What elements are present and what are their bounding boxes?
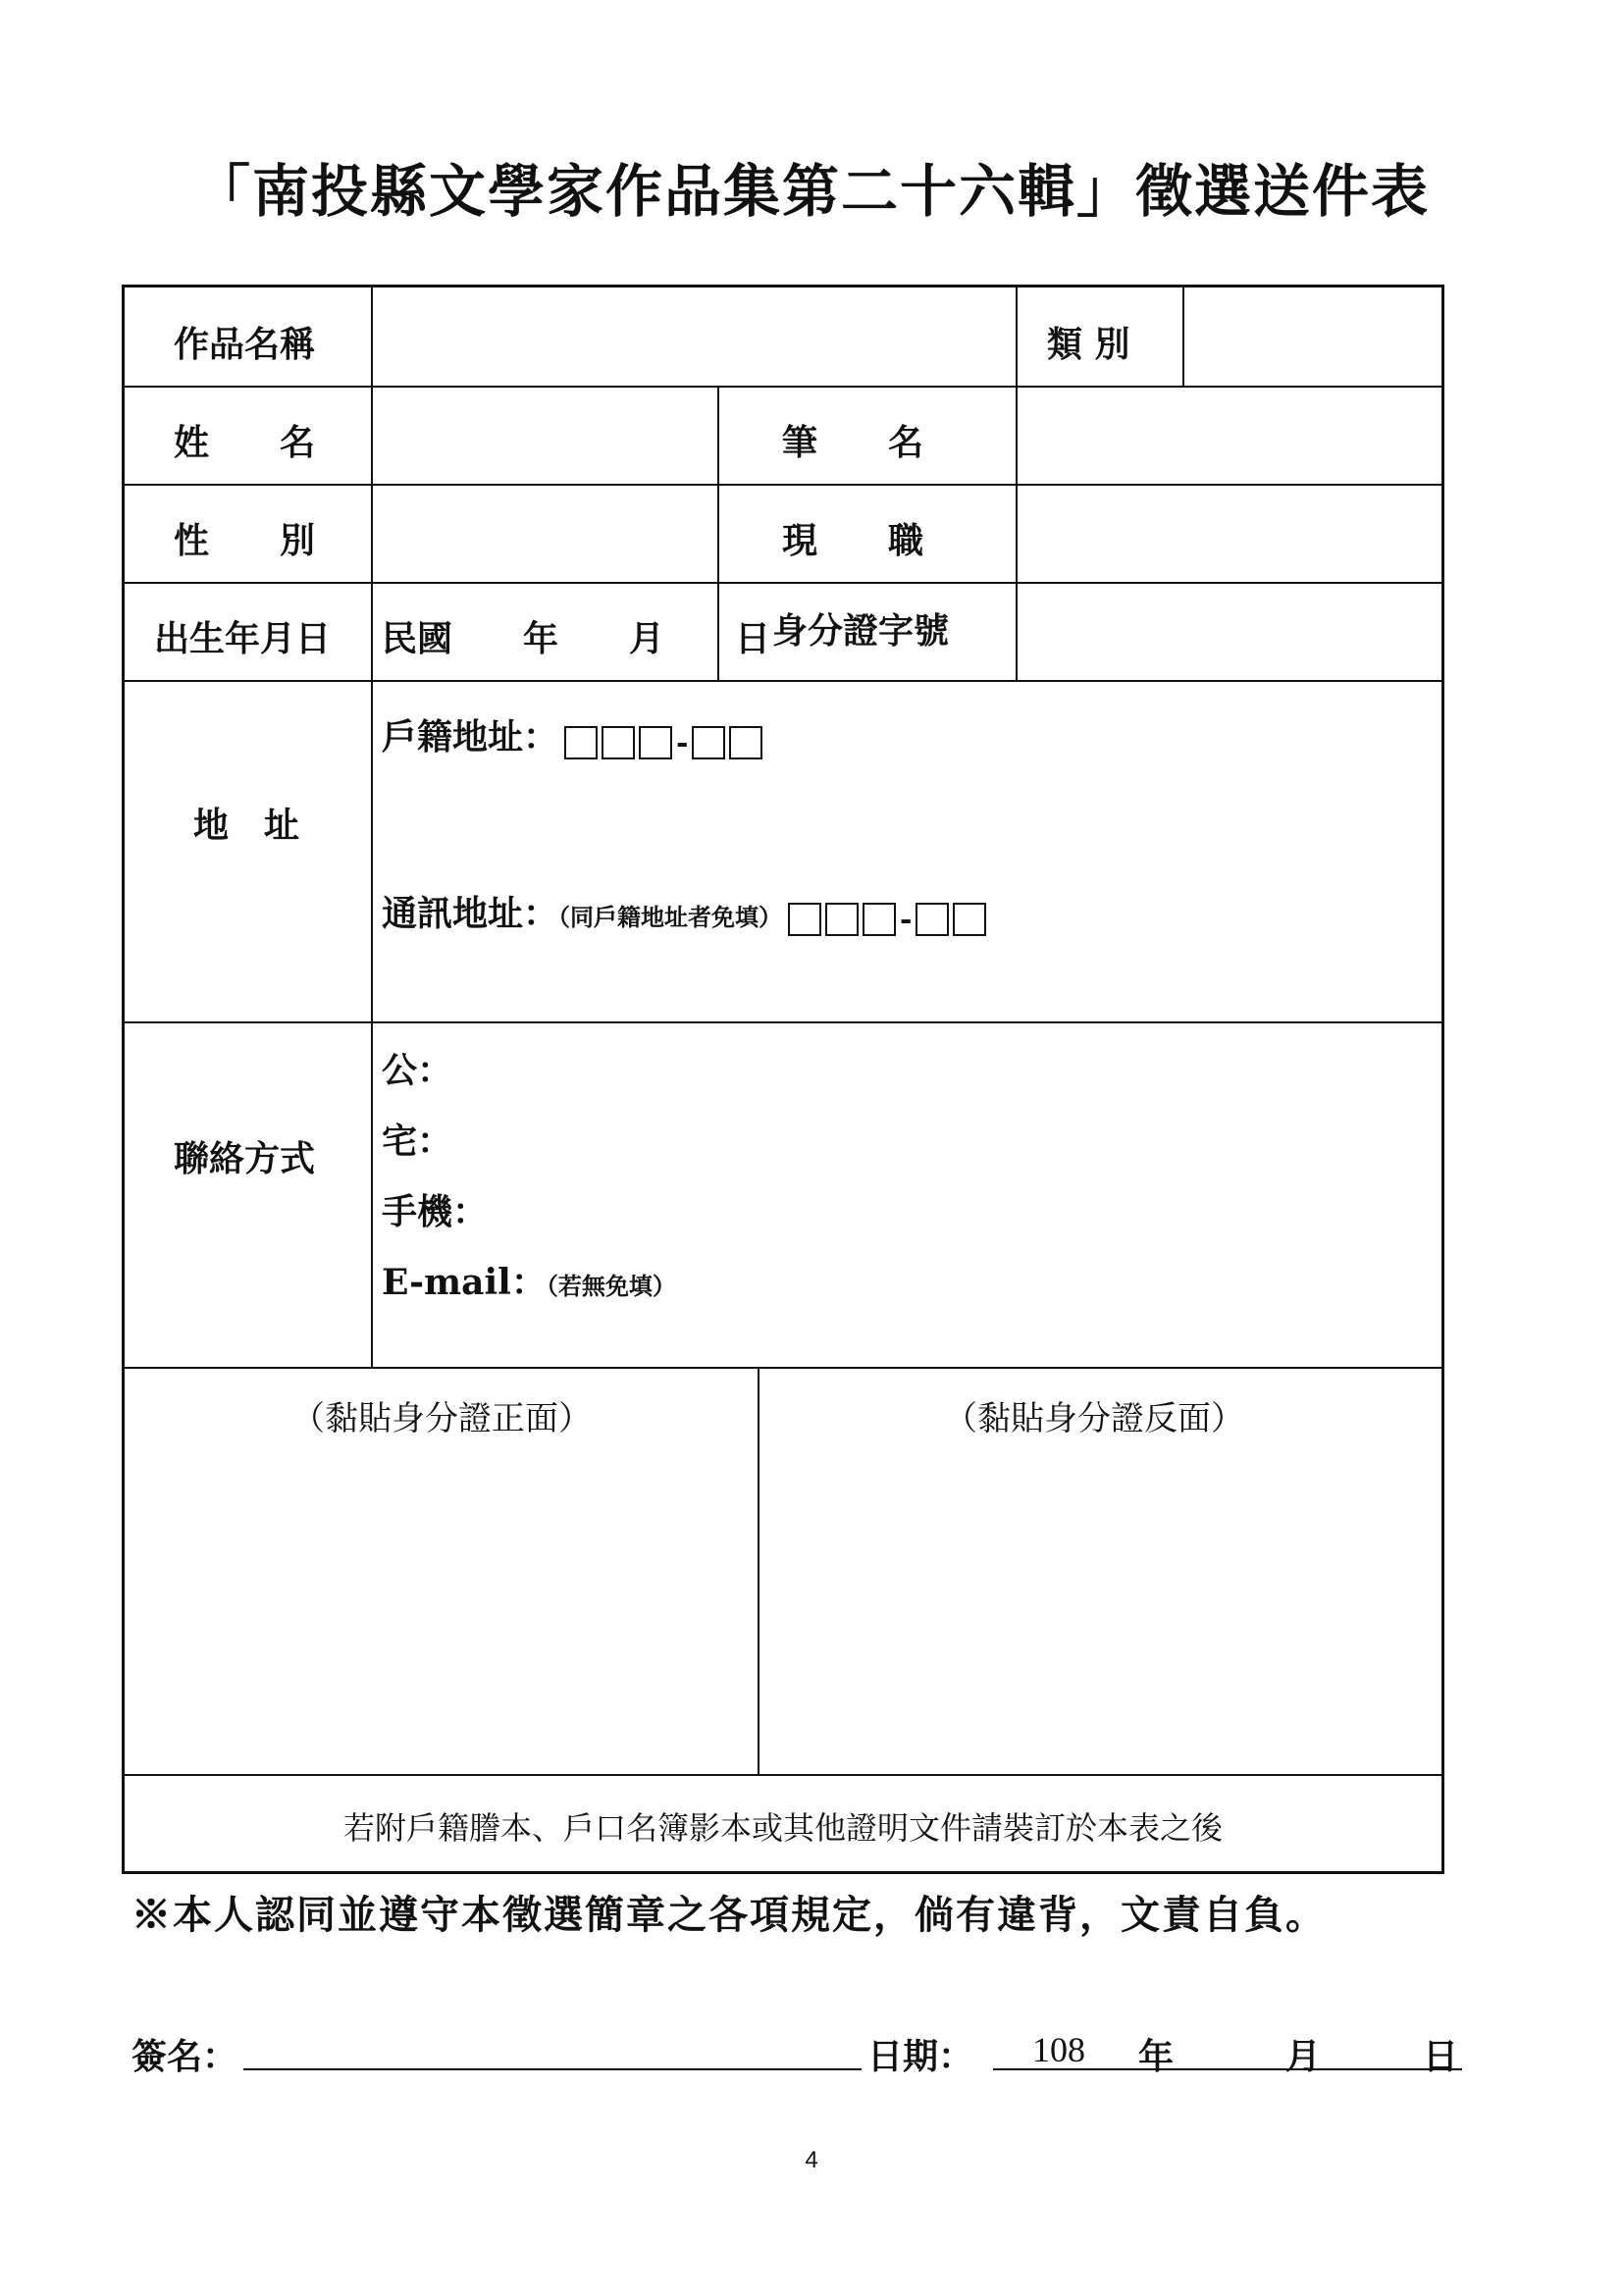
mailing-address-label: 通訊地址： <box>382 893 559 934</box>
signature-line[interactable] <box>243 2068 862 2070</box>
category-field[interactable] <box>1194 307 1430 366</box>
postal-code-boxes[interactable]: - <box>564 719 766 760</box>
submission-form-table <box>122 285 1444 1874</box>
pen-name-label: 筆 名 <box>782 422 924 463</box>
postal-code-boxes[interactable]: - <box>788 896 990 937</box>
category-label: 類 別 <box>1047 324 1130 365</box>
home-phone-label: 宅： <box>382 1121 453 1162</box>
gender-label: 性 別 <box>174 520 316 561</box>
gender-field[interactable] <box>390 503 704 562</box>
row-divider <box>125 1774 1441 1776</box>
occupation-field[interactable] <box>1032 503 1425 562</box>
mobile-label: 手機： <box>382 1191 489 1232</box>
id-front-label: （黏貼身分證正面） <box>291 1399 592 1438</box>
household-address-row[interactable] <box>382 709 766 760</box>
id-back-label: （黏貼身分證反面） <box>944 1399 1244 1438</box>
mailing-address-row[interactable] <box>382 886 990 937</box>
date-year-value: 108 <box>1032 2030 1085 2069</box>
date-day-unit: 日 <box>1423 2036 1459 2077</box>
id-front-paste-area[interactable] <box>129 1371 753 1771</box>
row-divider <box>125 582 1441 584</box>
email-note: （若無免填） <box>546 1272 676 1300</box>
email-label: E-mail： <box>382 1262 547 1303</box>
name-field[interactable] <box>390 405 704 464</box>
address-label: 地 址 <box>193 805 300 846</box>
date-month-unit: 月 <box>1285 2036 1322 2077</box>
form-title: 「南投縣文學家作品集第二十六輯」徵選送件表 <box>192 158 1430 225</box>
col-divider <box>1182 287 1184 386</box>
row-divider <box>125 484 1441 486</box>
attachment-note: 若附戶籍謄本、戶口名簿影本或其他證明文件請裝訂於本表之後 <box>342 1809 1223 1847</box>
date-label: 日期： <box>867 2036 974 2077</box>
id-number-field[interactable] <box>1032 601 1425 660</box>
id-back-paste-area[interactable] <box>762 1371 1438 1771</box>
row-divider <box>125 386 1441 388</box>
id-number-label: 身分證字號 <box>772 610 950 652</box>
date-year-unit: 年 <box>1138 2036 1175 2077</box>
row-divider <box>125 1021 1441 1023</box>
work-name-field[interactable] <box>390 307 998 366</box>
name-label: 姓 名 <box>174 422 316 463</box>
col-divider <box>758 1367 759 1774</box>
contact-label: 聯絡方式 <box>174 1138 316 1179</box>
pen-name-field[interactable] <box>1032 405 1425 464</box>
work-name-label: 作品名稱 <box>174 324 316 365</box>
row-divider <box>125 680 1441 682</box>
office-phone-label: 公： <box>382 1050 453 1091</box>
birth-label: 出生年月日 <box>154 618 332 659</box>
occupation-label: 現 職 <box>782 520 924 561</box>
col-divider <box>371 287 373 1367</box>
household-address-label: 戶籍地址： <box>382 716 559 757</box>
col-divider <box>1016 287 1018 680</box>
email-row <box>382 1255 676 1305</box>
birth-date-field[interactable]: 民國 年 月 日 <box>382 618 771 659</box>
declaration-text: ※本人認同並遵守本徵選簡章之各項規定，倘有違背，文責自負。 <box>131 1892 1327 1938</box>
page-number: 4 <box>805 2147 818 2173</box>
mailing-address-note: （同戶籍地址者免填） <box>558 903 783 931</box>
signature-label: 簽名： <box>131 2036 238 2077</box>
row-divider <box>125 1367 1441 1369</box>
